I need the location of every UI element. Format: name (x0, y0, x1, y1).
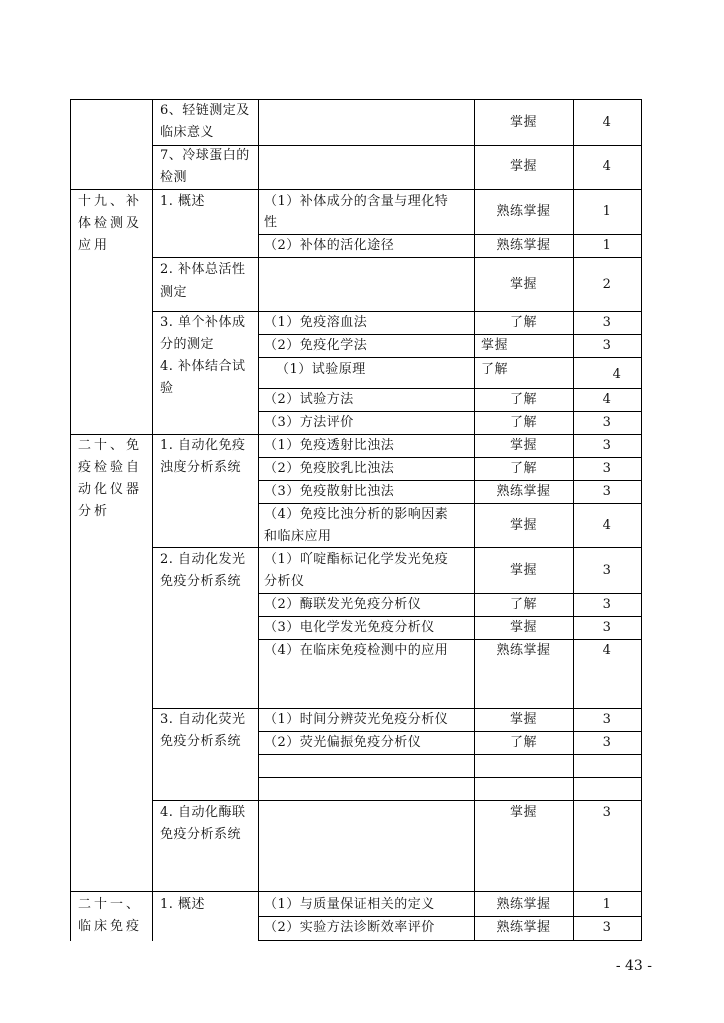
hours-cell: 4 (602, 392, 612, 407)
hours-cell: 3 (602, 415, 612, 430)
hours-cell: 1 (602, 897, 612, 912)
row-line (152, 800, 641, 801)
chapter-title: 体检测及 (78, 216, 143, 231)
point-cell: （3）免疫散射比浊法 (264, 484, 395, 499)
row-line (70, 891, 641, 892)
level-cell: 掌握 (509, 805, 537, 820)
level-cell: 了解 (509, 392, 537, 407)
table-divider-col2 (258, 99, 259, 941)
level-cell: 掌握 (509, 115, 537, 130)
subtopic-cell: 1. 概述 (160, 897, 206, 912)
hours-cell: 4 (602, 518, 612, 533)
hours-cell: 3 (602, 315, 612, 330)
chapter-title: 十九、补 (78, 194, 143, 209)
point-cell: （3）方法评价 (264, 415, 354, 430)
row-line (258, 754, 641, 755)
subtopic-cell: 1. 概述 (160, 194, 206, 209)
point-cell: 性 (264, 215, 278, 230)
point-cell: （2）免疫化学法 (264, 338, 368, 353)
point-cell: （2）试验方法 (264, 392, 354, 407)
subtopic-cell: 免疫分析系统 (160, 734, 242, 749)
point-cell: （1）补体成分的含量与理化特 (264, 194, 449, 209)
level-cell: 熟练掌握 (496, 897, 551, 912)
hours-cell: 3 (602, 438, 612, 453)
level-cell: 了解 (509, 315, 537, 330)
chapter-title: 二十一、 (78, 897, 143, 912)
subtopic-cell: 测定 (160, 285, 188, 300)
point-cell: （1）吖啶酯标记化学发光免疫 (264, 552, 449, 567)
row-line (152, 257, 641, 258)
point-cell: 分析仪 (264, 574, 305, 589)
level-cell: 熟练掌握 (496, 920, 551, 935)
hours-cell: 3 (602, 484, 612, 499)
point-cell: （2）荧光偏振免疫分析仪 (264, 735, 422, 750)
subtopic-cell: 3. 单个补体成 (160, 315, 246, 330)
table-border-left (70, 99, 71, 941)
hours-cell: 3 (602, 712, 612, 727)
subtopic-cell: 4. 自动化酶联 (160, 805, 246, 820)
point-cell: （2）酶联发光免疫分析仪 (264, 597, 422, 612)
level-cell: 熟练掌握 (496, 643, 551, 658)
point-cell: （3）电化学发光免疫分析仪 (264, 620, 435, 635)
point-cell: （2）免疫胶乳比浊法 (264, 461, 395, 476)
subtopic-cell: 2. 补体总活性 (160, 262, 246, 277)
point-cell: （1）与质量保证相关的定义 (264, 897, 435, 912)
table-border-bottom (258, 940, 641, 941)
subtopic-cell: 4. 补体结合试 (160, 359, 246, 374)
subtopic-cell: 免疫分析系统 (160, 827, 242, 842)
chapter-title: 二十、免 (78, 438, 143, 453)
chapter-title: 疫检验自 (78, 460, 143, 475)
level-cell: 掌握 (509, 159, 537, 174)
level-cell: 熟练掌握 (496, 238, 551, 253)
hours-cell: 4 (602, 159, 612, 174)
hours-cell: 1 (602, 204, 612, 219)
hours-cell: 3 (602, 597, 612, 612)
level-cell: 掌握 (509, 563, 537, 578)
table-border-right (641, 99, 642, 941)
chapter-title: 应用 (78, 238, 111, 253)
chapter-title: 分析 (78, 504, 111, 519)
subtopic-cell: 2. 自动化发光 (160, 552, 246, 567)
level-cell: 掌握 (509, 620, 537, 635)
subtopic-cell: 临床意义 (160, 125, 215, 140)
subtopic-cell: 7、冷球蛋白的 (160, 148, 250, 163)
point-cell: （1）时间分辨荧光免疫分析仪 (264, 712, 449, 727)
level-cell: 了解 (509, 461, 537, 476)
level-cell: 熟练掌握 (496, 484, 551, 499)
row-line (152, 547, 641, 548)
point-cell: （4）免疫比浊分析的影响因素 (264, 507, 449, 522)
subtopic-cell: 分的测定 (160, 337, 215, 352)
point-cell: （4）在临床免疫检测中的应用 (264, 643, 449, 658)
point-cell: （1）试验原理 (276, 362, 366, 377)
row-line (258, 357, 641, 358)
hours-cell: 3 (602, 920, 612, 935)
chapter-title: 临床免疫 (78, 919, 143, 934)
subtopic-cell: 免疫分析系统 (160, 574, 242, 589)
level-cell: 掌握 (509, 518, 537, 533)
level-cell: 掌握 (509, 712, 537, 727)
level-cell: 掌握 (509, 277, 537, 292)
page-number: - 43 - (615, 958, 652, 974)
hours-cell: 3 (602, 735, 612, 750)
chapter-title: 动化仪器 (78, 482, 143, 497)
point-cell: （2）补体的活化途径 (264, 238, 395, 253)
subtopic-cell: 浊度分析系统 (160, 460, 242, 475)
hours-cell: 2 (602, 277, 612, 292)
point-cell: （1）免疫溶血法 (264, 315, 368, 330)
row-line (258, 777, 641, 778)
point-cell: 和临床应用 (264, 529, 332, 544)
point-cell: （2）实验方法诊断效率评价 (264, 920, 435, 935)
hours-cell: 3 (602, 620, 612, 635)
level-cell: 了解 (509, 735, 537, 750)
hours-cell: 3 (602, 338, 612, 353)
table-divider-col1 (152, 99, 153, 941)
level-cell: 了解 (481, 362, 509, 377)
table-border-top (70, 99, 641, 100)
hours-cell: 4 (602, 115, 612, 130)
hours-cell: 4 (602, 643, 612, 658)
hours-cell: 4 (612, 367, 622, 382)
subtopic-cell: 验 (160, 381, 174, 396)
level-cell: 了解 (509, 597, 537, 612)
subtopic-cell: 检测 (160, 170, 188, 185)
level-cell: 了解 (509, 415, 537, 430)
subtopic-cell: 1. 自动化免疫 (160, 438, 246, 453)
level-cell: 熟练掌握 (496, 204, 551, 219)
hours-cell: 3 (602, 563, 612, 578)
subtopic-cell: 3. 自动化荧光 (160, 712, 246, 727)
row-line (70, 189, 641, 190)
subtopic-cell: 6、轻链测定及 (160, 103, 250, 118)
level-cell: 掌握 (481, 338, 509, 353)
level-cell: 掌握 (509, 438, 537, 453)
hours-cell: 1 (602, 238, 612, 253)
point-cell: （1）免疫透射比浊法 (264, 438, 395, 453)
hours-cell: 3 (602, 805, 612, 820)
hours-cell: 3 (602, 461, 612, 476)
